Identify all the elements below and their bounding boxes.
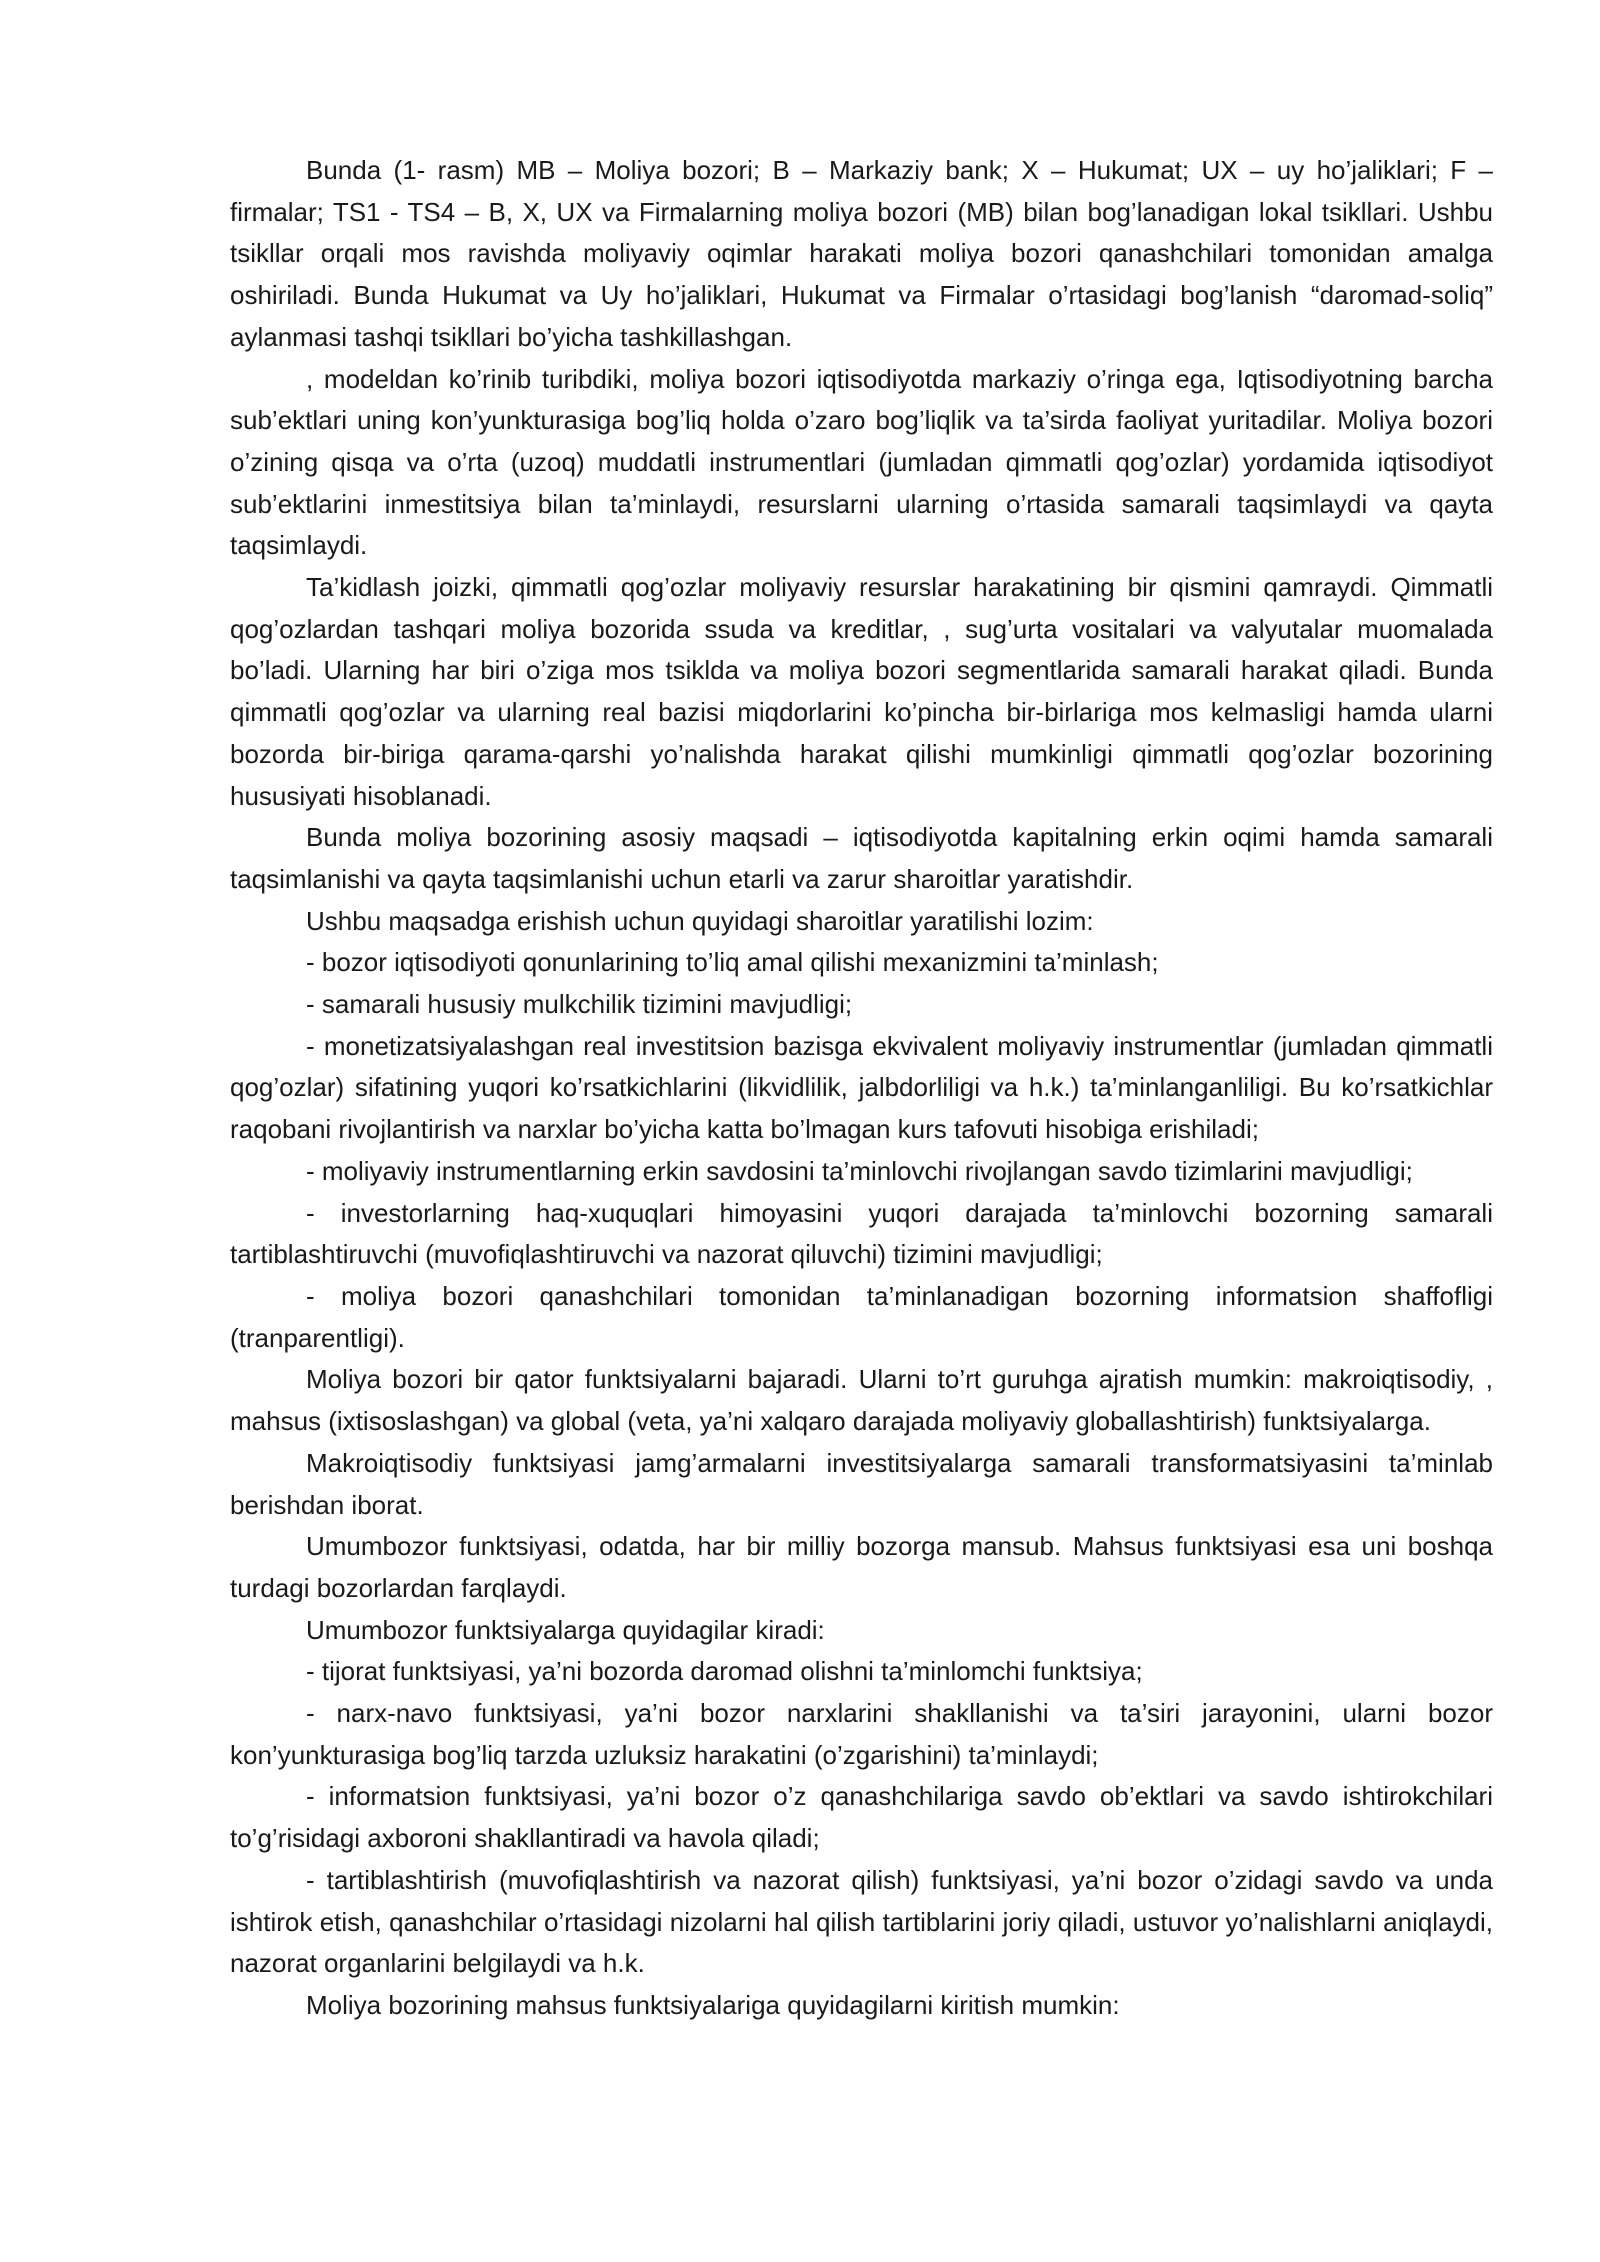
- paragraph-6: Moliya bozori bir qator funktsiyalarni bajaradi. Ularni to’rt guruhga ajratish mumkin: makroiqtisodiy, , mahsus (ixtisoslashgan) va global (veta, ya’ni xalqaro darajada moliyaviy globallashtirish) funktsiyalarga.: [230, 1364, 1493, 1437]
- paragraph-1: Bunda (1- rasm) MB – Moliya bozori; B – Markaziy bank; X – Hukumat; UX – uy ho’jaliklari; F – firmalar; TS1 - TS4 – B, X, UX va Firmalarning moliya bozori (MB) bilan bog’lanadigan lokal tsikllari. Ushbu tsikllar orqali mos ravishda moliyaviy oqimlar harakati moliya bozori qanashchilari tomonidan amalga oshiriladi. Bunda Hukumat va Uy ho’jaliklari, Hukumat va Firmalar o’rtasidagi bog’lanish “daromad-soliq” aylanmasi tashqi tsikllari bo’yicha tashkillashgan.: [230, 155, 1493, 352]
- paragraph-5: Ushbu maqsadga erishish uchun quyidagi sharoitlar yaratilishi lozim:: [306, 905, 1094, 936]
- list-item-7: - tijorat funktsiyasi, ya’ni bozorda daromad olishni ta’minlomchi funktsiya;: [306, 1656, 1143, 1687]
- list-item-3: - monetizatsiyalashgan real investitsion bazisga ekvivalent moliyaviy instrumentlar (jumladan qimmatli qog’ozlar) sifatining yuqori ko’rsatkichlarini (likvidlilik, jalbdorliligi va h.k.) ta’minlanganliligi. Bu ko’rsatkichlar raqobani rivojlantirish va narxlar bo’yicha katta bo’lmagan kurs tafovuti hisobiga erishiladi;: [230, 1030, 1493, 1145]
- paragraph-4: Bunda moliya bozorining asosiy maqsadi – iqtisodiyotda kapitalning erkin oqimi hamda samarali taqsimlanishi va qayta taqsimlanishi uchun etarli va zarur sharoitlar yaratishdir.: [230, 822, 1493, 894]
- paragraph-8: Umumbozor funktsiyasi, odatda, har bir milliy bozorga mansub. Mahsus funktsiyasi esa uni boshqa turdagi bozorlardan farqlaydi.: [230, 1531, 1493, 1603]
- list-item-9: - informatsion funktsiyasi, ya’ni bozor o’z qanashchilariga savdo ob’ektlari va savdo ishtirokchilari to’g’risidagi axboroni shakllantiradi va havola qiladi;: [230, 1781, 1493, 1854]
- document-page: [230, 150, 1493, 2027]
- list-item-4: - moliyaviy instrumentlarning erkin savdosini ta’minlovchi rivojlangan savdo tizimlarini mavjudligi;: [306, 1155, 1413, 1186]
- paragraph-9: Umumbozor funktsiyalarga quyidagilar kiradi:: [306, 1614, 825, 1645]
- list-item-8: - narx-navo funktsiyasi, ya’ni bozor narxlarini shakllanishi va ta’siri jarayonini, ularni bozor kon’yunkturasiga bog’liq tarzda uzluksiz harakatini (o’zgarishini) ta’minlaydi;: [230, 1698, 1493, 1770]
- list-item-5: - investorlarning haq-xuquqlari himoyasini yuqori darajada ta’minlovchi bozorning samarali tartiblashtiruvchi (muvofiqlashtiruvchi va nazorat qiluvchi) tizimini mavjudligi;: [230, 1197, 1493, 1270]
- paragraph-3: Ta’kidlash joizki, qimmatli qog’ozlar moliyaviy resurslar harakatining bir qismini qamraydi. Qimmatli qog’ozlardan tashqari moliya bozorida ssuda va kreditlar, , sug’urta vositalari va valyutalar muomalada bo’ladi. Ularning har biri o’ziga mos tsiklda va moliya bozori segmentlarida samarali harakat qiladi. Bunda qimmatli qog’ozlar va ularning real bazisi miqdorlarini ko’pincha bir-birlariga mos kelmasligi hamda ularni bozorda bir-biriga qarama-qarshi yo’nalishda harakat qilishi mumkinligi qimmatli qog’ozlar bozorining hususiyati hisoblanadi.: [230, 572, 1493, 811]
- list-item-10: - tartiblashtirish (muvofiqlashtirish va nazorat qilish) funktsiyasi, ya’ni bozor o’zidagi savdo va unda ishtirok etish, qanashchilar o’rtasidagi nizolarni hal qilish tartiblarini joriy qiladi, ustuvor yo’nalishlarni aniqlaydi, nazorat organlarini belgilaydi va h.k.: [230, 1864, 1493, 1979]
- paragraph-7: Makroiqtisodiy funktsiyasi jamg’armalarni investitsiyalarga samarali transformatsiyasini ta’minlab berishdan iborat.: [230, 1447, 1493, 1520]
- list-item-2: - samarali hususiy mulkchilik tizimini mavjudligi;: [306, 989, 853, 1020]
- paragraph-10: Moliya bozorining mahsus funktsiyalariga quyidagilarni kiritish mumkin:: [306, 1989, 1120, 2020]
- list-item-1: - bozor iqtisodiyoti qonunlarining to’liq amal qilishi mexanizmini ta’minlash;: [306, 947, 1159, 978]
- paragraph-2: , modeldan ko’rinib turibdiki, moliya bozori iqtisodiyotda markaziy o’ringa ega, Iqtisodiyotning barcha sub’ektlari uning kon’yunkturasiga bog’liq holda o’zaro bog’liqlik va ta’sirda faoliyat yuritadilar. Moliya bozori o’zining qisqa va o’rta (uzoq) muddatli instrumentlari (jumladan qimmatli qog’ozlar) yordamida iqtisodiyot sub’ektlarini inmestitsiya bilan ta’minlaydi, resurslarni ularning o’rtasida samarali taqsimlaydi va qayta taqsimlaydi.: [230, 363, 1493, 561]
- list-item-6: - moliya bozori qanashchilari tomonidan ta’minlanadigan bozorning informatsion shaffofligi (tranparentligi).: [230, 1280, 1493, 1353]
